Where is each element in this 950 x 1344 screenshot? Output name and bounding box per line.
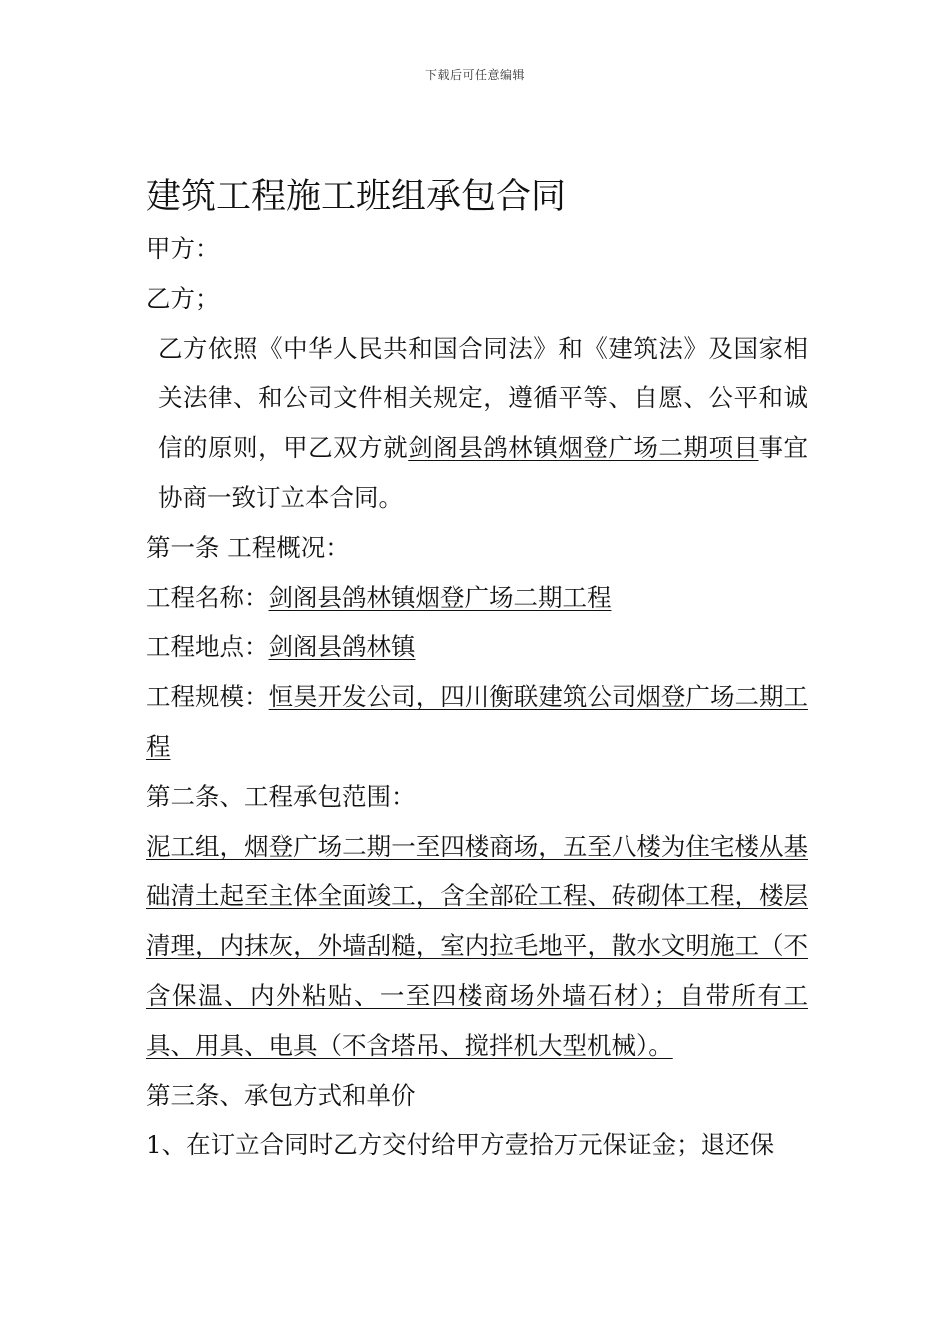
project-location-value: 剑阁县鸽林镇 [268, 632, 416, 662]
project-name-underlined: 剑阁县鸽林镇烟登广场二期项目 [408, 433, 759, 463]
party-b-line: 乙方； [146, 283, 220, 313]
article-3-item-1: 1、在订立合同时乙方交付给甲方壹拾万元保证金；退还保 [146, 1130, 775, 1160]
party-a-line: 甲方： [146, 234, 220, 263]
article-3-heading: 第三条、承包方式和单价 [146, 1080, 416, 1110]
article-2-heading: 第二条、工程承包范围： [146, 781, 416, 811]
preamble-paragraph [146, 324, 808, 523]
article-1-heading: 第一条 工程概况： [146, 532, 350, 562]
contract-scope-text: 泥工组，烟登广场二期一至四楼商场，五至八楼为住宅楼从基础清土起至主体全面竣工，含全部砼工程、砖砌体工程，楼层清理，内抹灰，外墙刮糙，室内拉毛地平，散水文明施工（不含保温、内外粘贴、一至四楼商场外墙石材）；自带所有工具、用具、电具（不含塔吊、搅拌机大型机械）。 [146, 831, 808, 1060]
preamble-text-start: 乙方依照《中华人民共和国合同法》和《建筑法》及国家相关法律、和公司文件相关规定，遵循平等、自愿、公平和诚信的原则，甲乙双方就 [158, 333, 808, 463]
project-location-label: 工程地点： [146, 632, 269, 662]
document-title: 建筑工程施工班组承包合同 [146, 177, 567, 217]
contract-scope-paragraph [146, 822, 808, 1071]
project-name-label: 工程名称： [146, 582, 269, 612]
document-body [146, 172, 808, 1170]
header-note: 下载后可任意编辑 [424, 68, 525, 82]
preamble-text-end: 事宜协商一致订立本合同。 [158, 433, 809, 512]
project-scale-paragraph [146, 672, 808, 772]
project-name-line [146, 573, 808, 623]
project-scale-value: 恒昊开发公司，四川衡联建筑公司烟登广场二期工程 [146, 682, 809, 761]
project-scale-label: 工程规模： [146, 682, 269, 712]
project-location-line [146, 622, 808, 672]
project-name-value: 剑阁县鸽林镇烟登广场二期工程 [268, 582, 612, 612]
